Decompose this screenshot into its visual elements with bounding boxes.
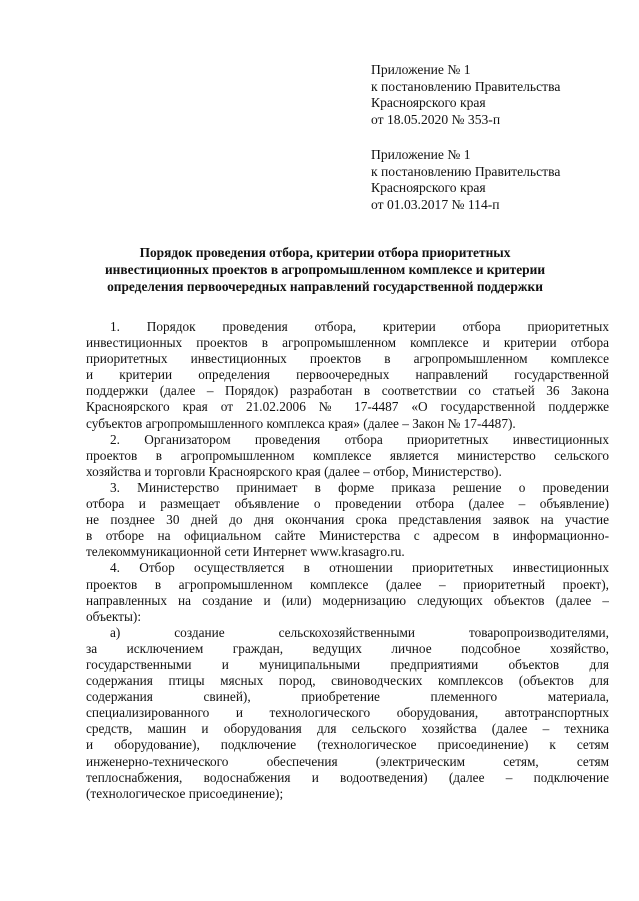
paragraph-4a (86, 625, 609, 802)
paragraph-line: объекты): (86, 608, 142, 624)
appendix-reference: к постановлению Правительства (371, 78, 561, 94)
appendix-title: Приложение № 1 (371, 62, 471, 77)
paragraph-line: хозяйства и торговли Красноярского края (далее – отбор, Министерство). (86, 463, 502, 479)
paragraph-line: за исключением граждан, ведущих личное подсобное хозяйство, (86, 640, 609, 656)
paragraph-line: 4. Отбор осуществляется в отношении приоритетных инвестиционных (110, 560, 609, 576)
paragraph-line: направленных на создание и (или) модернизацию следующих объектов (далее – (86, 592, 609, 608)
document-body (86, 319, 609, 802)
paragraph-line: в отборе на официальном сайте Министерства с адресом в информационно- (86, 528, 609, 544)
title-line: инвестиционных проектов в агропромышленном комплексе и критерии (104, 262, 546, 277)
appendix-title: Приложение № 1 (371, 147, 471, 162)
paragraph-line: содержания свиней), приобретение племенного материала, (86, 689, 609, 705)
paragraph-line: субъектов агропромышленного комплекса края» (далее – Закон № 17-4487). (86, 415, 516, 431)
appendix-reference: к постановлению Правительства (371, 163, 561, 179)
title-line: определения первоочередных направлений государственной поддержки (107, 279, 543, 294)
paragraph-line: государственными и муниципальными предприятиями объектов для (86, 656, 609, 672)
paragraph-line: 3. Министерство принимает в форме приказа решение о проведении (110, 479, 609, 495)
paragraph-line: отбора и размещает объявление о проведении отбора (далее – объявление) (86, 496, 609, 512)
paragraph-line: поддержки (далее – Порядок) разработан в соответствии со статьей 36 Закона (86, 383, 609, 399)
paragraph-line: проектов в агропромышленном комплексе является министерство сельского (86, 447, 609, 463)
paragraph-line: содержания птицы мясных пород, свиноводческих комплексов (объектов для (86, 673, 609, 689)
paragraph-line: а) создание сельскохозяйственными товаропроизводителями, (110, 624, 609, 640)
appendix-date-number: от 18.05.2020 № 353-п (371, 111, 501, 127)
appendix-date-number: от 01.03.2017 № 114-п (371, 196, 500, 212)
paragraph-line: Красноярского края от 21.02.2006 № 17-4487 «О государственной поддержке (86, 399, 609, 415)
document-title (40, 244, 610, 295)
paragraph-line: специализированного и технологического оборудования, автотранспортных (86, 705, 609, 721)
appendix-block-original (371, 147, 631, 213)
paragraph-line: телекоммуникационной сети Интернет www.krasagro.ru. (86, 544, 405, 560)
paragraph-line: средств, машин и оборудования для сельского хозяйства (далее – техника (86, 721, 609, 737)
paragraph-line: теплоснабжения, водоснабжения и водоотведения) (далее – подключение (86, 769, 609, 785)
paragraph-4 (86, 560, 609, 624)
paragraph-line: проектов в агропромышленном комплексе (далее – приоритетный проект), (86, 576, 609, 592)
paragraph-2 (86, 432, 609, 480)
paragraph-line: инвестиционных проектов в агропромышленном комплексе и критерии отбора (86, 335, 609, 351)
paragraph-1 (86, 319, 609, 432)
appendix-block-current (371, 62, 631, 128)
paragraph-line: (технологическое присоединение); (86, 785, 284, 801)
appendix-region: Красноярского края (371, 95, 486, 110)
paragraph-line: приоритетных инвестиционных проектов в агропромышленном комплексе (86, 351, 609, 367)
paragraph-line: и критерии определения первоочередных направлений государственной (86, 367, 609, 383)
appendix-region: Красноярского края (371, 180, 486, 195)
paragraph-3 (86, 480, 609, 560)
paragraph-line: инженерно-технического обеспечения (электрическим сетям, сетям (86, 753, 609, 769)
paragraph-line: и оборудование), подключение (технологическое присоединение) к сетям (86, 737, 609, 753)
paragraph-line: 1. Порядок проведения отбора, критерии отбора приоритетных (110, 319, 609, 334)
paragraph-line: 2. Организатором проведения отбора приоритетных инвестиционных (110, 431, 609, 447)
paragraph-line: не позднее 30 дней до дня окончания срока представления заявок на участие (86, 512, 609, 528)
title-line: Порядок проведения отбора, критерии отбора приоритетных (139, 245, 511, 260)
